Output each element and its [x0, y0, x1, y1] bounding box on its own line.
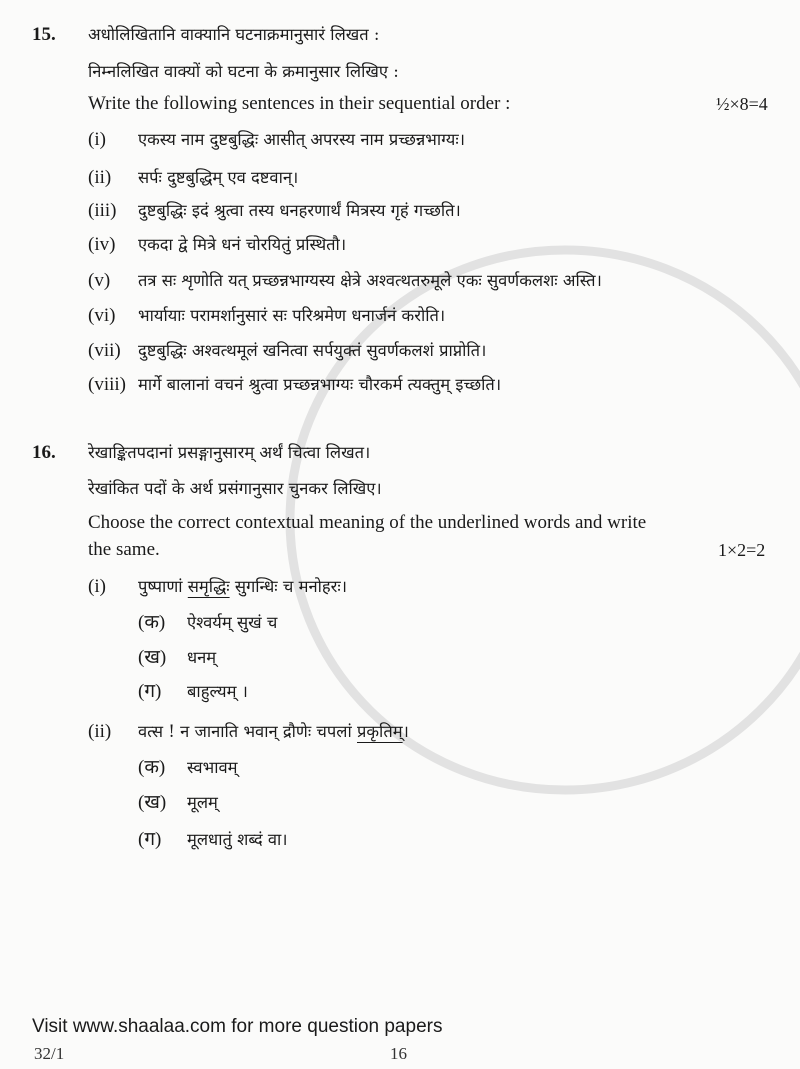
option-label: (ख)	[138, 647, 167, 668]
english-instruction-continued: the same.	[88, 539, 160, 560]
sentence-text: सुगन्धिः च मनोहरः।	[229, 577, 347, 596]
option-label: (ग)	[138, 829, 162, 850]
question-number: 16.	[32, 442, 56, 463]
part-label: (i)	[88, 576, 106, 597]
item-text: एकदा द्वे मित्रे धनं चोरयितुं प्रस्थितौ।	[138, 235, 347, 254]
visit-website-link[interactable]: Visit www.shaalaa.com for more question papers	[32, 1016, 443, 1037]
option-text: स्वभावम्	[187, 758, 238, 777]
item-text: तत्र सः शृणोति यत् प्रच्छन्नभाग्यस्य क्षेत्रे अश्वत्थतरुमूले एकः सुवर्णकलशः अस्ति।	[138, 271, 602, 290]
part-sentence	[138, 721, 409, 743]
sanskrit-instruction: अधोलिखितानि वाक्यानि घटनाक्रमानुसारं लिखत :	[88, 25, 380, 44]
option-text: धनम्	[187, 648, 217, 667]
item-label: (ii)	[88, 167, 112, 188]
sentence-text: पुष्पाणां	[138, 577, 188, 596]
item-text: मार्गे बालानां वचनं श्रुत्वा प्रच्छन्नभाग्यः चौरकर्म त्यक्तुम् इच्छति।	[138, 375, 502, 394]
option-label: (क)	[138, 757, 166, 778]
part-label: (ii)	[88, 721, 112, 742]
english-instruction: Write the following sentences in their sequential order :	[88, 93, 511, 114]
item-label: (vii)	[88, 340, 121, 361]
option-text: मूलम्	[187, 793, 218, 812]
option-label: (ग)	[138, 681, 162, 702]
page-number: 16	[390, 1044, 407, 1063]
item-text: एकस्य नाम दुष्टबुद्धिः आसीत् अपरस्य नाम प्रच्छन्नभाग्यः।	[138, 130, 465, 149]
item-text: सर्पः दुष्टबुद्धिम् एव दष्टवान्।	[138, 168, 299, 187]
part-sentence	[138, 576, 347, 598]
option-text: मूलधातुं शब्दं वा।	[187, 830, 288, 849]
paper-code: 32/1	[34, 1044, 65, 1063]
item-label: (vi)	[88, 305, 116, 326]
item-text: दुष्टबुद्धिः अश्वत्थमूलं खनित्वा सर्पयुक्तं सुवर्णकलशं प्राप्नोति।	[138, 341, 487, 360]
question-number: 15.	[32, 24, 56, 45]
marks: 1×2=2	[718, 540, 766, 560]
item-label: (iv)	[88, 234, 116, 255]
english-instruction: Choose the correct contextual meaning of the underlined words and write	[88, 512, 647, 533]
hindi-instruction: रेखांकित पदों के अर्थ प्रसंगानुसार चुनकर लिखिए।	[88, 479, 382, 498]
item-text: दुष्टबुद्धिः इदं श्रुत्वा तस्य धनहरणार्थं मित्रस्य गृहं गच्छति।	[138, 201, 461, 220]
option-text: ऐश्वर्यम् सुखं च	[187, 613, 278, 632]
item-label: (iii)	[88, 200, 117, 221]
sentence-text: ।	[402, 722, 409, 741]
underlined-word: प्रकृतिम्	[357, 722, 403, 741]
option-label: (क)	[138, 612, 166, 633]
sentence-text: वत्स ! न जानाति भवान् द्रौणेः चपलां	[138, 722, 357, 741]
underlined-word: समृद्धिः	[187, 577, 230, 596]
hindi-instruction: निम्नलिखित वाक्यों को घटना के क्रमानुसार लिखिए :	[88, 62, 399, 81]
item-label: (i)	[88, 129, 106, 150]
item-label: (v)	[88, 270, 111, 291]
marks: ½×8=4	[716, 94, 768, 114]
item-label: (viii)	[88, 374, 126, 395]
option-label: (ख)	[138, 792, 167, 813]
option-text: बाहुल्यम् ।	[187, 682, 248, 701]
sanskrit-instruction: रेखाङ्कितपदानां प्रसङ्गानुसारम् अर्थं चित्वा लिखत।	[88, 443, 371, 462]
item-text: भार्यायाः परामर्शानुसारं सः परिश्रमेण धनार्जनं करोति।	[138, 306, 446, 325]
